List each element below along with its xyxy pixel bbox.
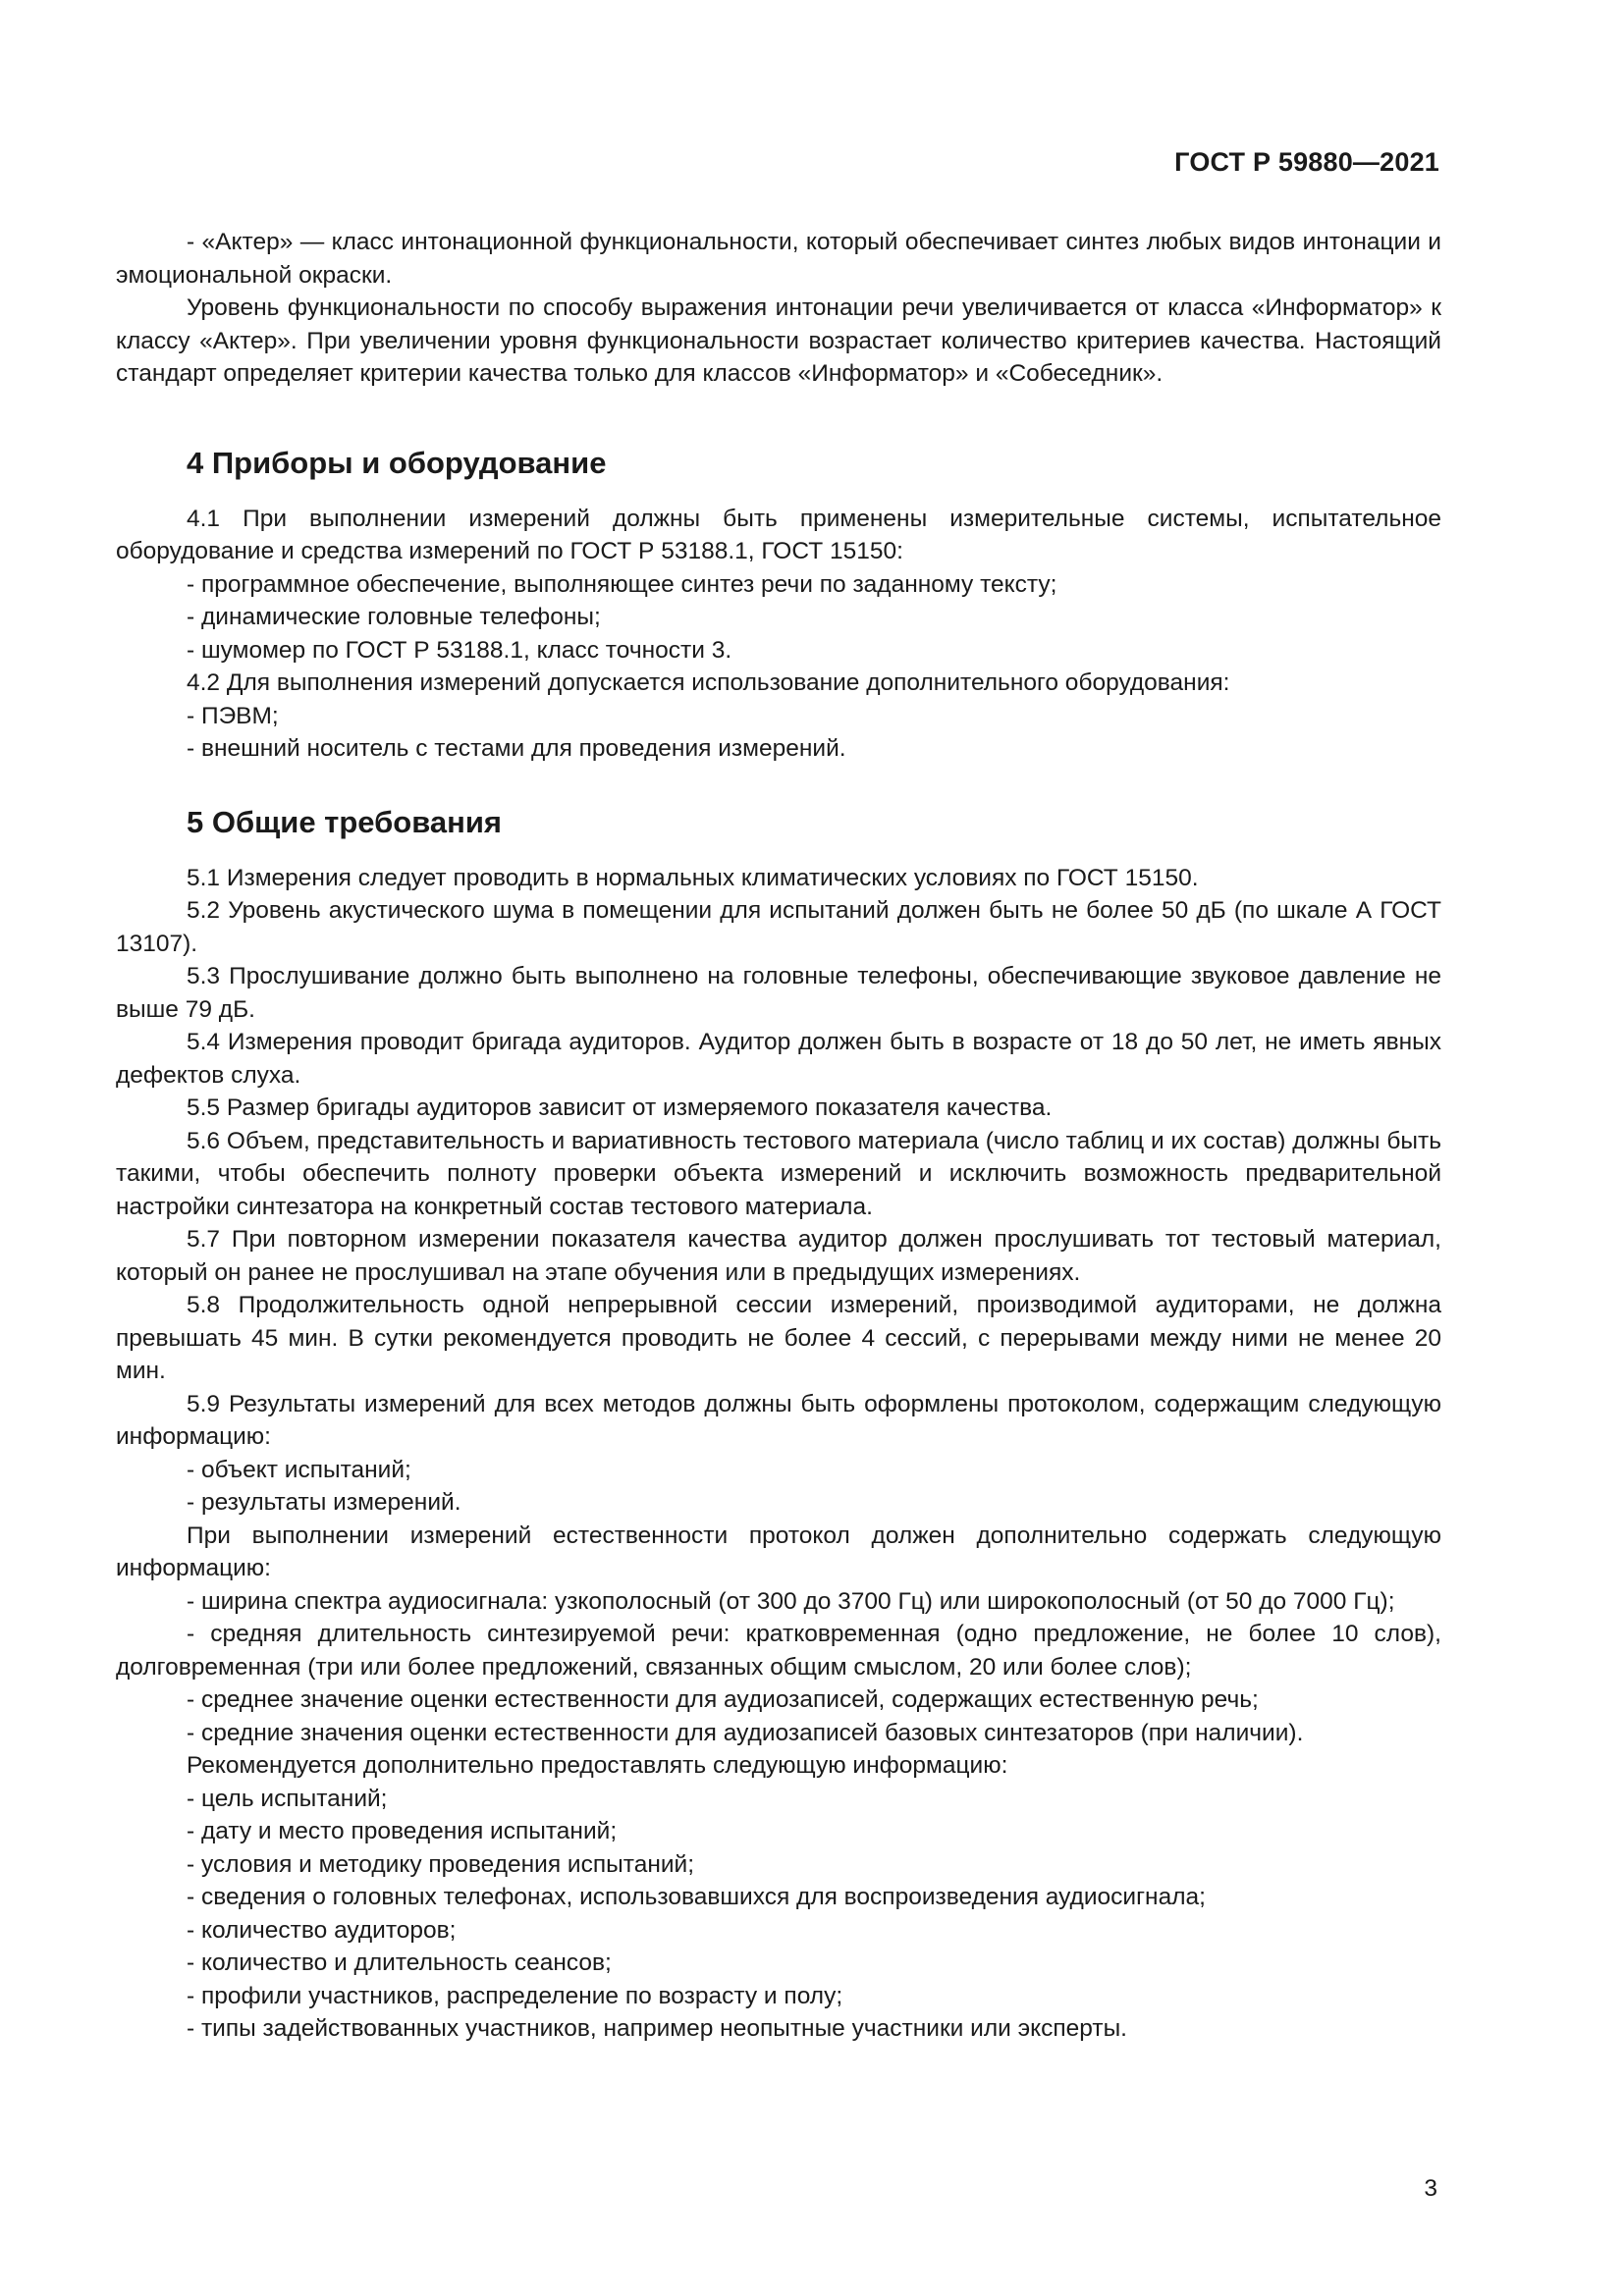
section-4-title: 4 Приборы и оборудование (187, 445, 607, 480)
section-5-list-item: - сведения о головных телефонах, использовавшихся для воспроизведения аудиосигнала; (187, 1884, 1206, 1910)
section-5-list-item: - количество и длительность сеансов; (187, 1949, 612, 1976)
section-5-list-item: - условия и методику проведения испытаний; (187, 1850, 695, 1878)
section-5-list-item: - ширина спектра аудиосигнала: узкополосный (от 300 до 3700 Гц) или широкополосный (от 50 до 7000 Гц); (187, 1587, 1395, 1615)
section-5-paragraph: 5.2 Уровень акустического шума в помещении для испытаний должен быть не более 50 дБ (по шкале А ГОСТ 13107). (116, 897, 1441, 957)
section-5-paragraph: 5.1 Измерения следует проводить в нормальных климатических условиях по ГОСТ 15150. (187, 864, 1199, 891)
section-5-paragraph: 5.9 Результаты измерений для всех методов должны быть оформлены протоколом, содержащим следующую информацию: (116, 1390, 1441, 1450)
section-5-list-item: - средняя длительность синтезируемой речи: кратковременная (одно предложение, не более 10 слов), долговременная (три или более предложений, связанных общим смыслом, 20 или более слов); (116, 1621, 1441, 1681)
section-5-list-item: - результаты измерений. (187, 1489, 461, 1516)
section-4-list-item: - программное обеспечение, выполняющее синтез речи по заданному тексту; (187, 570, 1057, 598)
section-4-paragraph: 4.1 При выполнении измерений должны быть применены измерительные системы, испытательное оборудование и средства измерений по ГОСТ Р 53188.1, ГОСТ 15150: (116, 505, 1441, 564)
section-5-list-item: - среднее значение оценки естественности для аудиозаписей, содержащих естественную речь; (187, 1686, 1259, 1713)
intro-actor-class: - «Актер» — класс интонационной функциональности, который обеспечивает синтез любых видов интонации и эмоциональной окраски. (116, 229, 1441, 289)
section-5-list-item: - объект испытаний; (187, 1456, 411, 1483)
section-4-list-item: - ПЭВМ; (187, 702, 279, 729)
document-header-id: ГОСТ Р 59880—2021 (1174, 147, 1439, 177)
intro-functionality-paragraph: Уровень функциональности по способу выражения интонации речи увеличивается от класса «Информатор» к классу «Актер». При увеличении уровня функциональности возрастает количество критериев качества. Настоящий стандарт определяет критерии качества только для классов «Информатор» и «Собеседник». (116, 294, 1441, 387)
section-5-paragraph: 5.8 Продолжительность одной непрерывной сессии измерений, производимой аудиторами, не должна превышать 45 мин. В сутки рекомендуется проводить не более 4 сессий, с перерывами между ними не менее 20 мин. (116, 1292, 1441, 1384)
section-5-list-item: - цель испытаний; (187, 1785, 388, 1812)
section-5-list-item: - профили участников, распределение по возрасту и полу; (187, 1982, 843, 2009)
section-5-list-item: - дату и место проведения испытаний; (187, 1818, 618, 1844)
section-5-paragraph: При выполнении измерений естественности протокол должен дополнительно содержать следующую информацию: (116, 1522, 1441, 1581)
section-5-title: 5 Общие требования (187, 804, 502, 839)
section-5-paragraph: 5.3 Прослушивание должно быть выполнено на головные телефоны, обеспечивающие звуковое давление не выше 79 дБ. (116, 963, 1441, 1023)
section-4-list-item: - динамические головные телефоны; (187, 604, 601, 630)
page-number: 3 (1424, 2175, 1437, 2202)
section-5-paragraph: Рекомендуется дополнительно предоставлять следующую информацию: (187, 1752, 1008, 1779)
section-4-list-item: - внешний носитель с тестами для проведения измерений. (187, 735, 846, 762)
section-5-paragraph: 5.4 Измерения проводит бригада аудиторов. Аудитор должен быть в возрасте от 18 до 50 лет, не иметь явных дефектов слуха. (116, 1029, 1441, 1089)
section-5-list-item: - типы задействованных участников, например неопытные участники или эксперты. (187, 2015, 1127, 2042)
section-4-paragraph: 4.2 Для выполнения измерений допускается использование дополнительного оборудования: (187, 669, 1230, 696)
section-4-list-item: - шумомер по ГОСТ Р 53188.1, класс точности 3. (187, 636, 732, 664)
section-5-paragraph: 5.7 При повторном измерении показателя качества аудитор должен прослушивать тот тестовый материал, который он ранее не прослушивал на этапе обучения или в предыдущих измерениях. (116, 1226, 1441, 1286)
section-5-paragraph: 5.5 Размер бригады аудиторов зависит от измеряемого показателя качества. (187, 1095, 1053, 1121)
section-5-list-item: - количество аудиторов; (187, 1916, 457, 1944)
section-5-list-item: - средние значения оценки естественности для аудиозаписей базовых синтезаторов (при наличии). (187, 1719, 1304, 1746)
section-5-paragraph: 5.6 Объем, представительность и вариативность тестового материала (число таблиц и их состав) должны быть такими, чтобы обеспечить полноту проверки объекта измерений и исключить возможность предварительной настройки синтезатора на конкретный состав тестового материала. (116, 1127, 1441, 1220)
document-body (116, 226, 1441, 2046)
